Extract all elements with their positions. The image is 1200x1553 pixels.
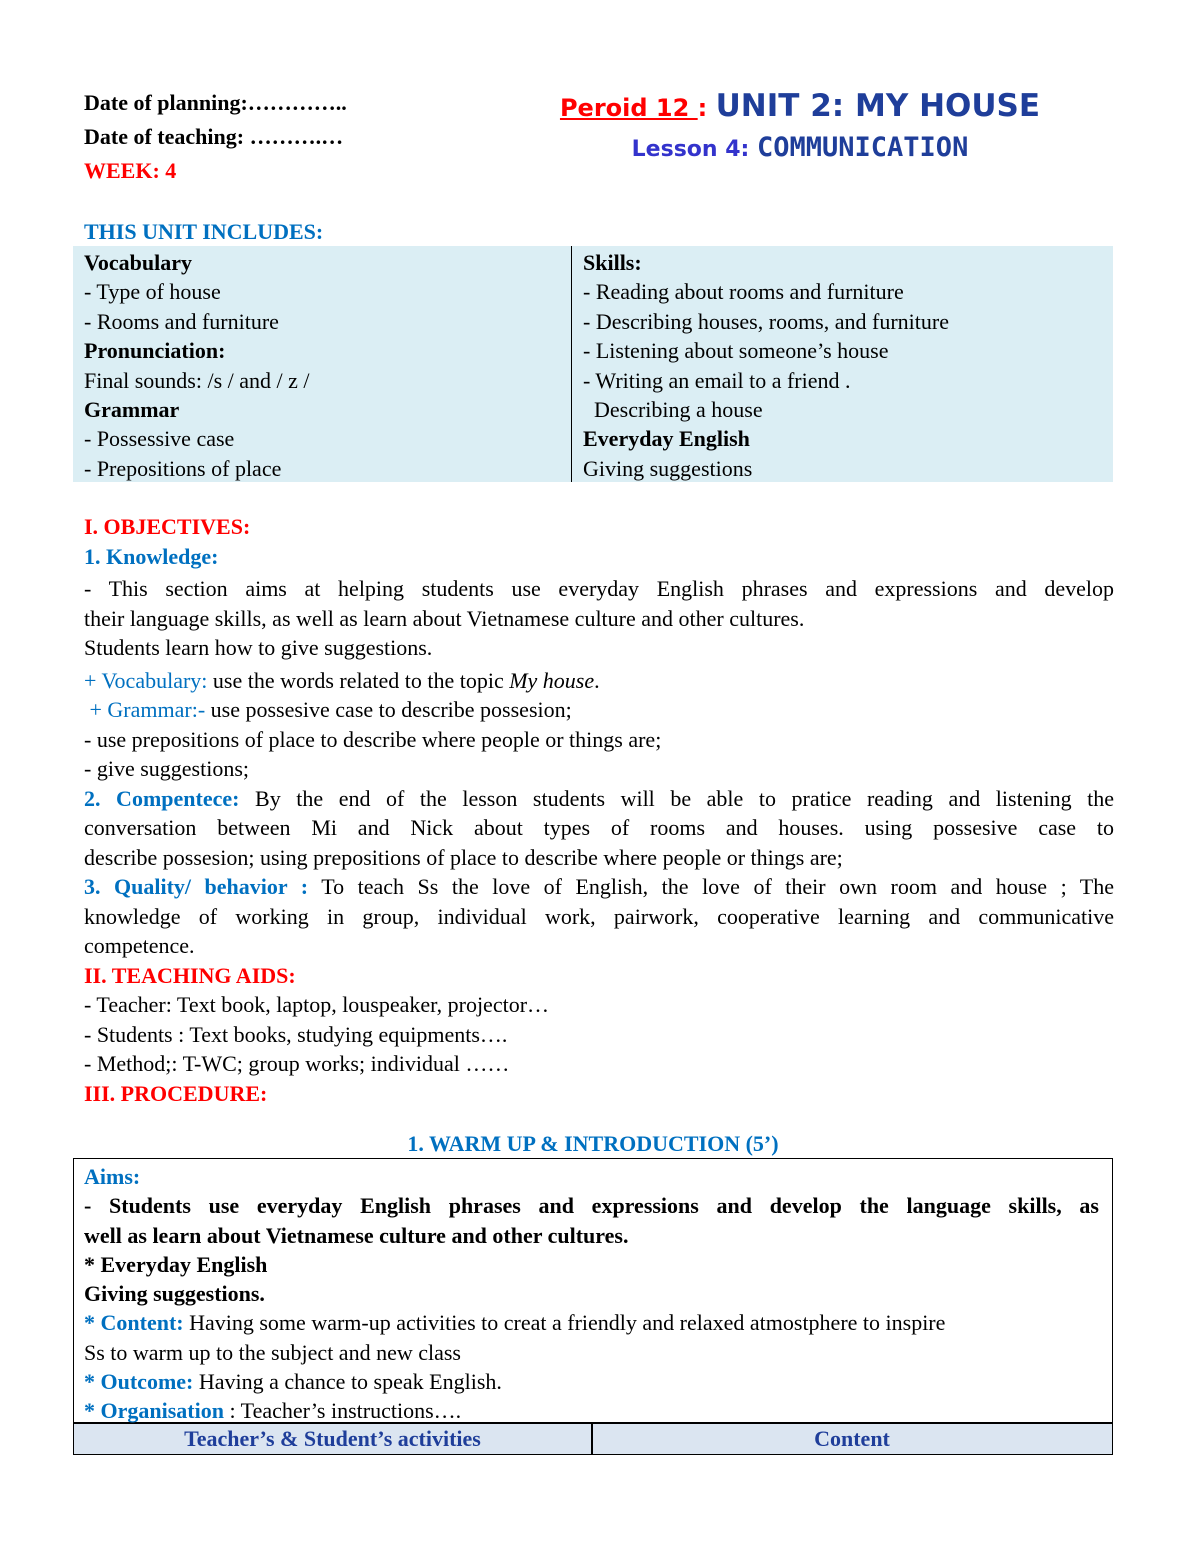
warmup-box — [73, 1158, 1113, 1423]
date-of-teaching: Date of teaching: ……….… — [84, 124, 344, 149]
unit-includes-item: Grammar — [84, 397, 180, 423]
competence-line: 2. Compentece: By the end of the lesson students will be able to pratice reading and listening the — [84, 785, 1114, 811]
unit-includes-item: - Rooms and furniture — [84, 308, 279, 334]
unit-heading — [500, 84, 1100, 128]
col-activities-header: Teacher’s & Student’s activities — [184, 1426, 481, 1451]
outcome-line: * Outcome: Having a chance to speak English. — [84, 1369, 502, 1395]
knowledge-suggestions: Students learn how to give suggestions. — [84, 635, 433, 660]
knowledge-paragraph-line: - This section aims at helping students use everyday English phrases and expressions and develop — [84, 576, 1114, 601]
unit-includes-left-column — [84, 248, 310, 483]
objectives-heading: I. OBJECTIVES: — [84, 514, 251, 539]
unit-includes-item: - Type of house — [84, 279, 221, 305]
teaching-aids-heading: II. TEACHING AIDS: — [84, 962, 296, 988]
warmup-content — [84, 1162, 1099, 1426]
unit-includes-table — [73, 246, 1113, 482]
unit-includes-item: Giving suggestions — [583, 455, 753, 481]
unit-includes-item: Everyday English — [583, 426, 750, 452]
warmup-title: 1. WARM UP & INTRODUCTION (5’) — [407, 1131, 779, 1156]
unit-includes-right-column — [583, 248, 949, 483]
teaching-aid-method: - Method;: T-WC; group works; individual …… — [84, 1051, 510, 1076]
procedure-heading: III. PROCEDURE: — [84, 1080, 268, 1106]
unit-includes-heading: THIS UNIT INCLUDES: — [84, 219, 324, 244]
content-line: Ss to warm up to the subject and new class — [84, 1339, 461, 1365]
column-divider — [571, 246, 572, 482]
grammar-objective: + Grammar:- use possesive case to describe possesion; — [84, 697, 572, 722]
knowledge-paragraph-line: their language skills, as well as learn about Vietnamese culture and other cultures. — [84, 605, 805, 631]
quality-line: 3. Quality/ behavior : To teach Ss the love of English, the love of their own room and house ; The — [84, 874, 1114, 899]
period-label: Peroid 12 : — [559, 94, 716, 122]
week-label: WEEK: 4 — [84, 158, 177, 183]
teaching-aid-teacher: - Teacher: Text book, laptop, louspeaker, projector… — [84, 992, 550, 1017]
grammar-objective-2: - use prepositions of place to describe where people or things are; — [84, 726, 662, 752]
lesson-label: Lesson 4: — [631, 137, 757, 162]
lesson-title: COMMUNICATION — [757, 132, 969, 163]
activities-header-row — [73, 1423, 1113, 1455]
unit-includes-item: - Describing houses, rooms, and furniture — [583, 308, 949, 334]
date-of-planning: Date of planning:………….. — [84, 90, 347, 115]
unit-includes-item: - Prepositions of place — [84, 455, 282, 481]
aims-label: Aims: — [84, 1164, 141, 1189]
everyday-english: * Everyday English — [84, 1251, 268, 1277]
organisation-line: * Organisation : Teacher’s instructions…. — [84, 1398, 462, 1424]
lesson-heading — [500, 128, 1100, 168]
planning-info — [84, 86, 347, 188]
teaching-aid-students: - Students : Text books, studying equipments…. — [84, 1021, 508, 1047]
objectives-section — [84, 512, 1114, 1108]
unit-includes-item: - Writing an email to a friend . — [583, 367, 851, 393]
quality-line: knowledge of working in group, individual work, pairwork, cooperative learning and communicative — [84, 903, 1114, 929]
competence-line: describe possesion; using prepositions of place to describe where people or things are; — [84, 844, 843, 870]
giving-suggestions: Giving suggestions. — [84, 1281, 265, 1307]
col-content-header: Content — [814, 1426, 890, 1451]
unit-includes-item: Skills: — [583, 250, 642, 275]
competence-line: conversation between Mi and Nick about types of rooms and houses. using possesive case to — [84, 815, 1114, 840]
unit-includes-item: Describing a house — [583, 397, 763, 423]
aims-line: well as learn about Vietnamese culture and other cultures. — [84, 1222, 629, 1248]
unit-includes-item: Vocabulary — [84, 250, 192, 275]
lesson-title-block — [500, 84, 1100, 168]
grammar-objective-3: - give suggestions; — [84, 756, 249, 781]
unit-title: UNIT 2: MY HOUSE — [715, 88, 1041, 124]
unit-includes-item: - Listening about someone’s house — [583, 338, 889, 364]
aims-line: - Students use everyday English phrases and expressions and develop the language skills, as — [84, 1193, 1099, 1219]
unit-includes-item: - Possessive case — [84, 426, 235, 452]
unit-includes-item: Final sounds: /s / and / z / — [84, 367, 310, 393]
knowledge-heading: 1. Knowledge: — [84, 543, 219, 569]
vocabulary-objective: + Vocabulary: use the words related to the topic My house. — [84, 667, 600, 693]
unit-includes-item: - Reading about rooms and furniture — [583, 279, 904, 305]
quality-line: competence. — [84, 933, 195, 958]
content-line: * Content: Having some warm-up activities to creat a friendly and relaxed atmostphere to inspire — [84, 1310, 946, 1336]
unit-includes-item: Pronunciation: — [84, 338, 226, 364]
